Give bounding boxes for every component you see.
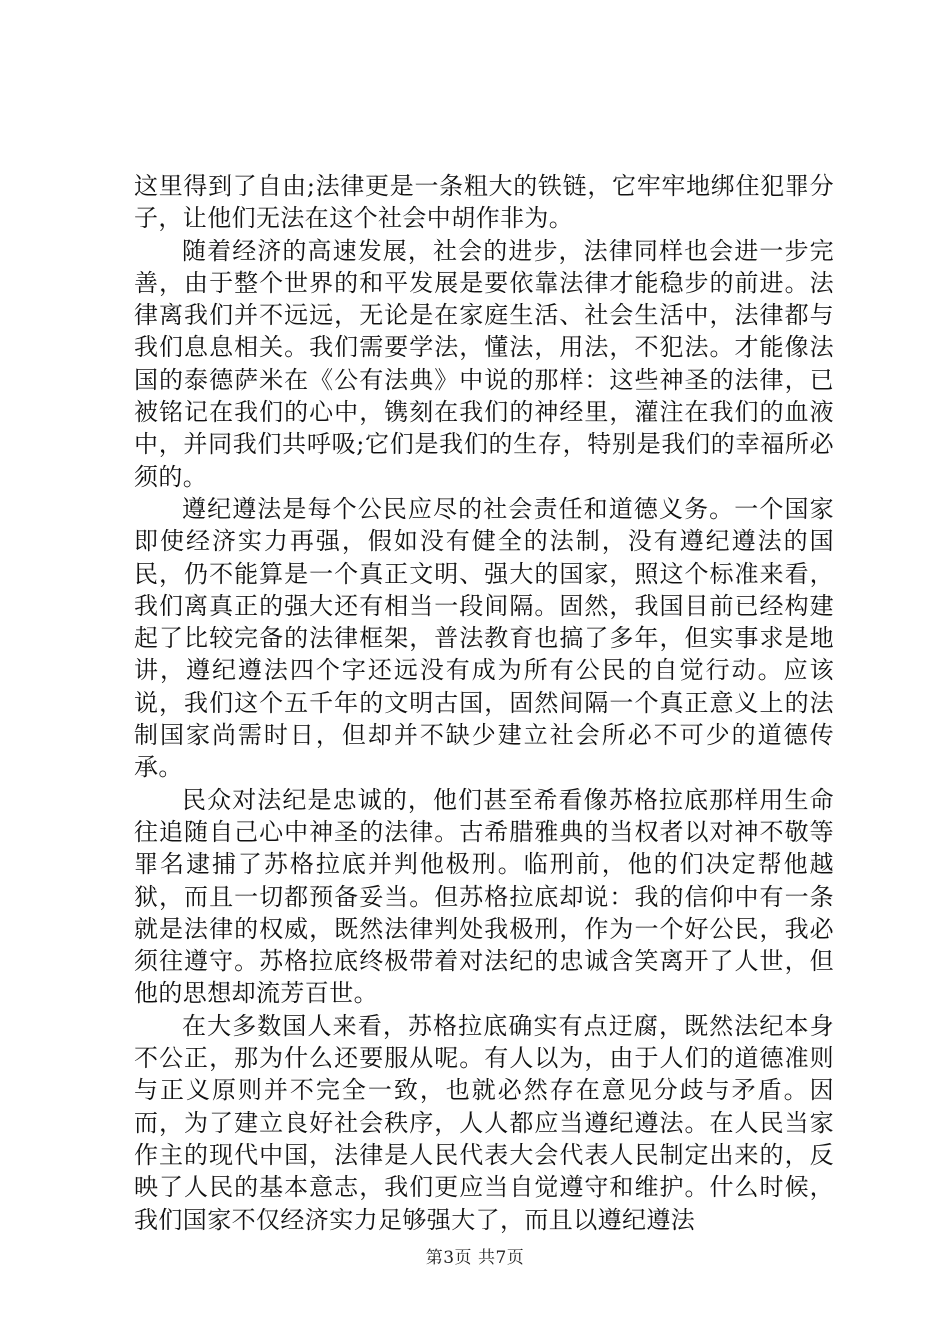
page-number-footer: 第3页 共7页: [425, 1248, 525, 1268]
paragraph-3: 遵纪遵法是每个公民应尽的社会责任和道德义务。一个国家即使经济实力再强，假如没有健全的法制，没有遵纪遵法的国民，仍不能算是一个真正文明、强大的国家，照这个标准来看，我们离真正的强大还有相当一段间隔。固然，我国目前已经构建起了比较完备的法律框架，普法教育也搞了多年，但实事求是地讲，遵纪遵法四个字还远没有成为所有公民的自觉行动。应该说，我们这个五千年的文明古国，固然间隔一个真正意义上的法制国家尚需时日，但却并不缺少建立社会所必不可少的道德传承。: [134, 494, 834, 782]
document-body: [134, 170, 834, 1236]
paragraph-5: 在大多数国人来看，苏格拉底确实有点迂腐，既然法纪本身不公正，那为什么还要服从呢。有人以为，由于人们的道德准则与正义原则并不完全一致，也就必然存在意见分歧与矛盾。因而，为了建立良好社会秩序，人人都应当遵纪遵法。在人民当家作主的现代中国，法律是人民代表大会代表人民制定出来的，反映了人民的基本意志，我们更应当自觉遵守和维护。什么时候，我们国家不仅经济实力足够强大了，而且以遵纪遵法: [134, 1011, 834, 1234]
paragraph-4: 民众对法纪是忠诚的，他们甚至希看像苏格拉底那样用生命往追随自己心中神圣的法律。古希腊雅典的当权者以对神不敬等罪名逮捕了苏格拉底并判他极刑。临刑前，他的们决定帮他越狱，而且一切都预备妥当。但苏格拉底却说：我的信仰中有一条就是法律的权威，既然法律判处我极刑，作为一个好公民，我必须往遵守。苏格拉底终极带着对法纪的忠诚含笑离开了人世，但他的思想却流芳百世。: [134, 785, 834, 1008]
paragraph-1: 这里得到了自由;法律更是一条粗大的铁链，它牢牢地绑住犯罪分子，让他们无法在这个社会中胡作非为。: [134, 172, 834, 233]
paragraph-2: 随着经济的高速发展，社会的进步，法律同样也会进一步完善，由于整个世界的和平发展是要依靠法律才能稳步的前进。法律离我们并不远远，无论是在家庭生活、社会生活中，法律都与我们息息相关。我们需要学法，懂法，用法，不犯法。才能像法国的泰德萨米在《公有法典》中说的那样：这些神圣的法律，已被铭记在我们的心中，镌刻在我们的神经里，灌注在我们的血液中，并同我们共呼吸;它们是我们的生存，特别是我们的幸福所必须的。: [134, 236, 834, 491]
